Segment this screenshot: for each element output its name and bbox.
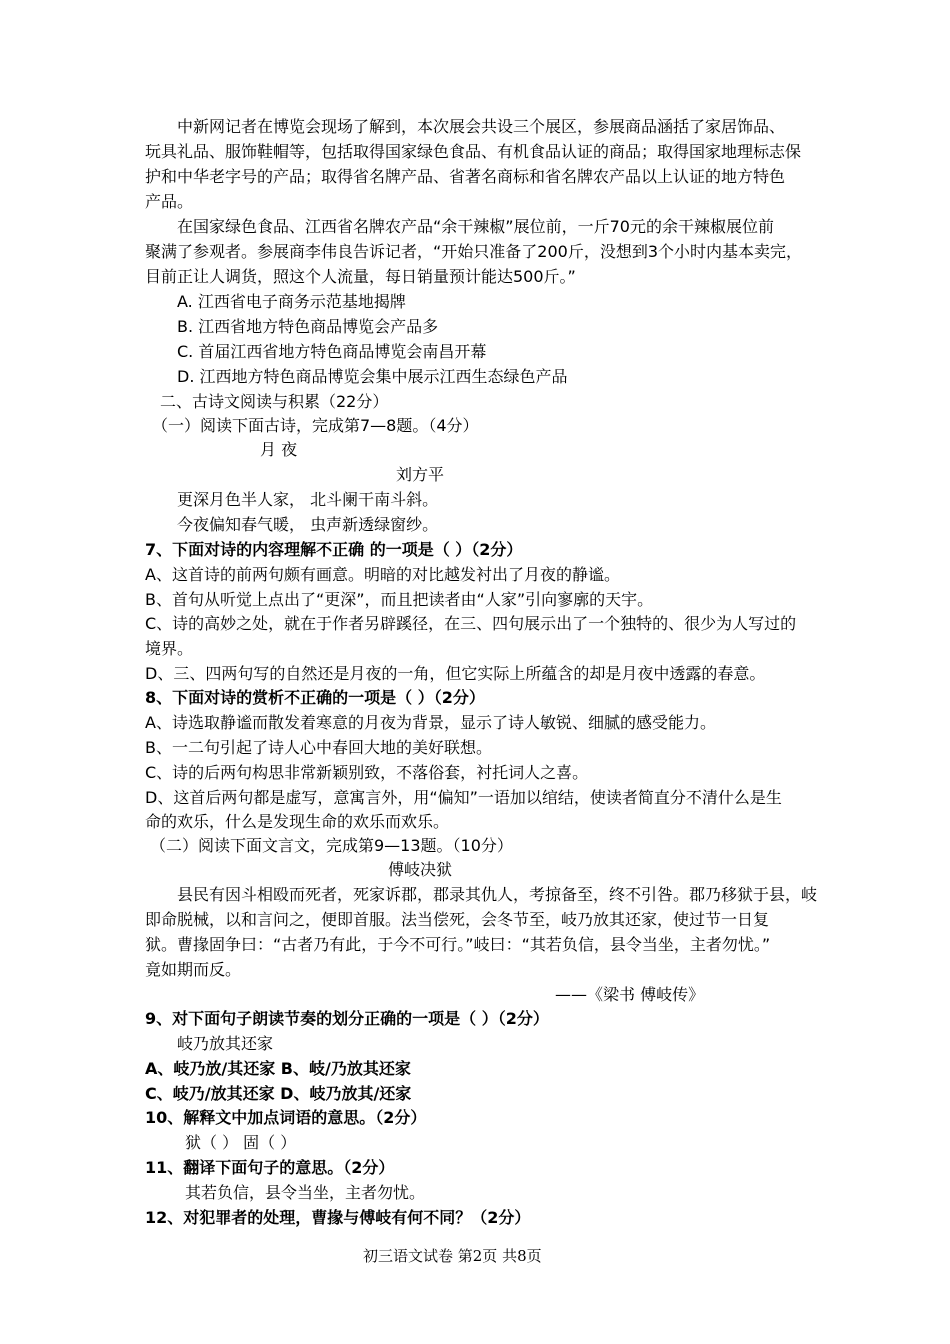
poem-title: 月 夜 bbox=[260, 440, 298, 459]
passage-line: 在国家绿色食品、江西省名牌农产品“余干辣椒”展位前，一斤70元的余干辣椒展位前 bbox=[177, 217, 774, 236]
q9-options: C、岐乃/放其还家 D、岐乃放其/还家 bbox=[145, 1084, 412, 1103]
classical-text-line: 县民有因斗相殴而死者，死家诉郡，郡录其仇人，考掠备至，终不引咎。郡乃移狱于县，岐 bbox=[177, 885, 818, 904]
q8-option: D、这首后两句都是虚写，意寓言外，用“偏知”一语加以绾结，使读者简直分不清什么是生 bbox=[145, 788, 782, 807]
q10-blanks: 狱（ ） 固（ ） bbox=[185, 1133, 297, 1152]
q9-sentence: 岐乃放其还家 bbox=[177, 1034, 274, 1053]
question-7: 7、下面对诗的内容理解不正确 的一项是（ ）（2分） bbox=[145, 540, 523, 559]
poem-line: 今夜偏知春气暖， 虫声新透绿窗纱。 bbox=[177, 515, 439, 534]
subsection-heading: （一）阅读下面古诗，完成第7—8题。（4分） bbox=[152, 416, 479, 435]
q7-option: A、这首诗的前两句颇有画意。明暗的对比越发衬出了月夜的静谧。 bbox=[145, 565, 620, 584]
question-11: 11、翻译下面句子的意思。（2分） bbox=[145, 1158, 395, 1177]
passage-line: 聚满了参观者。参展商李伟良告诉记者，“开始只准备了200斤，没想到3个小时内基本卖完， bbox=[145, 242, 803, 261]
section-heading: 二、古诗文阅读与积累（22分） bbox=[160, 392, 389, 411]
question-10: 10、解释文中加点词语的意思。（2分） bbox=[145, 1108, 427, 1127]
passage-line: 目前正让人调货，照这个人流量，每日销量预计能达500斤。” bbox=[145, 267, 576, 286]
q7-option: D、三、四两句写的自然还是月夜的一角，但它实际上所蕴含的却是月夜中透露的春意。 bbox=[145, 664, 766, 683]
classical-text-line: 狱。曹掾固争曰：“古者乃有此，于今不可行。”岐曰：“其若负信，县令当坐，主者勿忧。” bbox=[145, 935, 771, 954]
q7-option-cont: 境界。 bbox=[145, 639, 194, 658]
question-12: 12、对犯罪者的处理，曹掾与傅岐有何不同？（2分） bbox=[145, 1208, 531, 1227]
passage-line: 玩具礼品、服饰鞋帽等，包括取得国家绿色食品、有机食品认证的商品；取得国家地理标志保 bbox=[145, 142, 802, 161]
q9-options: A、岐乃放/其还家 B、岐/乃放其还家 bbox=[145, 1059, 411, 1078]
option-c: C. 首届江西省地方特色商品博览会南昌开幕 bbox=[177, 342, 487, 361]
source-citation: ——《梁书 傅岐传》 bbox=[555, 985, 705, 1004]
q7-option: B、首句从听觉上点出了“更深”，而且把读者由“人家”引向寥廓的天宇。 bbox=[145, 590, 654, 609]
passage-line: 产品。 bbox=[145, 192, 194, 211]
option-d: D. 江西地方特色商品博览会集中展示江西生态绿色产品 bbox=[177, 367, 568, 386]
q8-option: A、诗选取静谧而散发着寒意的月夜为背景，显示了诗人敏锐、细腻的感受能力。 bbox=[145, 713, 716, 732]
classical-text-line: 竟如期而反。 bbox=[145, 960, 242, 979]
option-a: A. 江西省电子商务示范基地揭牌 bbox=[177, 292, 406, 311]
q7-option: C、诗的高妙之处，就在于作者另辟蹊径，在三、四句展示出了一个独特的、很少为人写过的 bbox=[145, 614, 797, 633]
text-title: 傅岐决狱 bbox=[388, 860, 453, 879]
page-footer: 初三语文试卷 第2页 共8页 bbox=[363, 1247, 542, 1265]
passage-line: 护和中华老字号的产品；取得省名牌产品、省著名商标和省名牌农产品以上认证的地方特色 bbox=[145, 167, 786, 186]
q8-option-cont: 命的欢乐，什么是发现生命的欢乐而欢乐。 bbox=[145, 812, 450, 831]
poem-author: 刘方平 bbox=[396, 465, 445, 484]
option-b: B. 江西省地方特色商品博览会产品多 bbox=[177, 317, 439, 336]
question-8: 8、下面对诗的赏析不正确的一项是（ ）（2分） bbox=[145, 688, 485, 707]
q8-option: C、诗的后两句构思非常新颖别致，不落俗套，衬托词人之喜。 bbox=[145, 763, 589, 782]
q11-sentence: 其若负信，县令当坐，主者勿忧。 bbox=[185, 1183, 426, 1202]
classical-text-line: 即命脱械，以和言问之，便即首服。法当偿死，会冬节至，岐乃放其还家，使过节一日复 bbox=[145, 910, 770, 929]
q8-option: B、一二句引起了诗人心中春回大地的美好联想。 bbox=[145, 738, 492, 757]
poem-line: 更深月色半人家， 北斗阑干南斗斜。 bbox=[177, 490, 439, 509]
passage-line: 中新网记者在博览会现场了解到，本次展会共设三个展区，参展商品涵括了家居饰品、 bbox=[177, 117, 786, 136]
subsection-heading: （二）阅读下面文言文，完成第9—13题。（10分） bbox=[150, 836, 513, 855]
question-9: 9、对下面句子朗读节奏的划分正确的一项是（ ）（2分） bbox=[145, 1009, 549, 1028]
